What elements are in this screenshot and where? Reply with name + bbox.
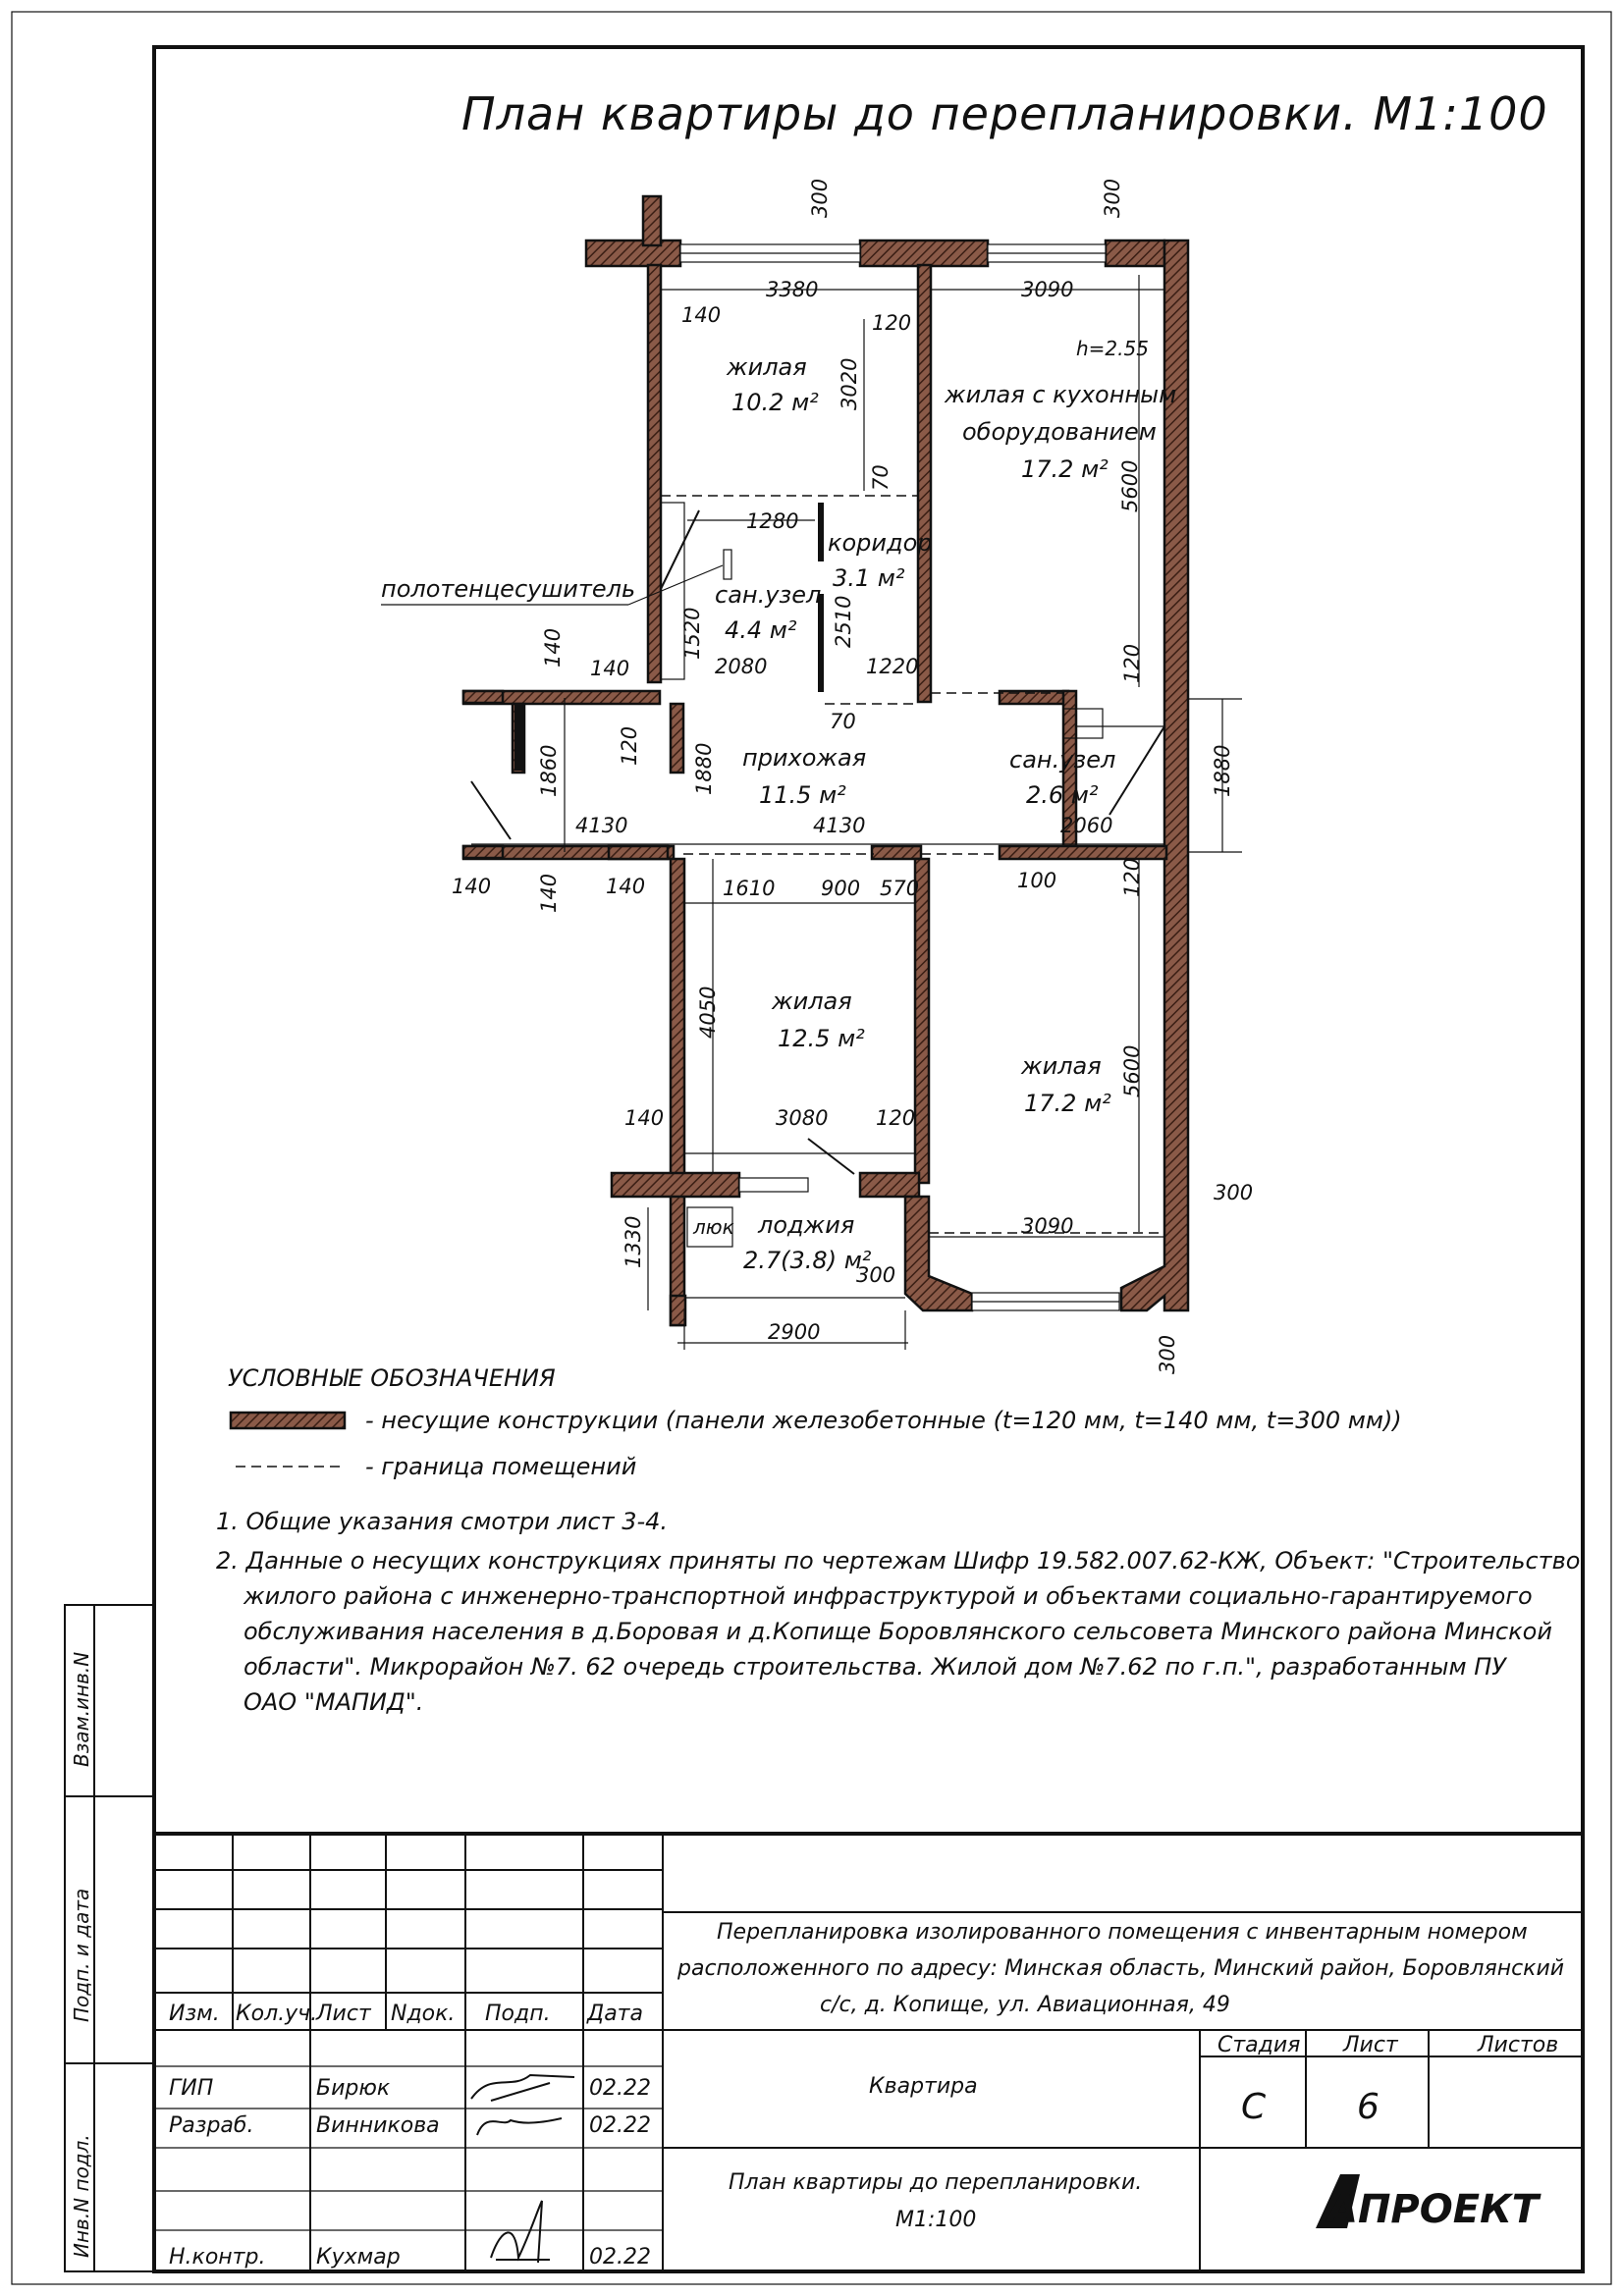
wall-top-left (586, 240, 680, 266)
wall-left-lower (671, 859, 684, 1325)
wall-top-right (1106, 240, 1164, 266)
stamp-header: Изм. (169, 2002, 220, 2026)
wall-hall-bottom-mid (872, 846, 921, 859)
dim: 3020 (838, 357, 861, 410)
wall-mid-lower (915, 859, 929, 1183)
dim: 140 (452, 875, 492, 898)
dim: 100 (1017, 869, 1057, 892)
room-name-line2: оборудованием (962, 418, 1157, 446)
legend-heading: УСЛОВНЫЕ ОБОЗНАЧЕНИЯ (228, 1364, 556, 1392)
dim: 2060 (1060, 814, 1113, 837)
stamp-header: Nдок. (391, 2002, 456, 2026)
stamp-header: Подп. (485, 2002, 551, 2026)
stage-value: С (1241, 2087, 1268, 2127)
dim: 70 (830, 710, 856, 733)
sheets-label: Листов (1478, 2033, 1559, 2057)
signature (491, 2201, 550, 2263)
project-line: с/с, д. Копище, ул. Авиационная, 49 (820, 1993, 1230, 2017)
dim: 1220 (866, 655, 919, 678)
wall-hall-bottom-right (1000, 846, 1166, 859)
room-area: 17.2 м² (1024, 1090, 1111, 1117)
wall-hall-bottom-left2 (609, 846, 668, 859)
dim: 120 (876, 1106, 916, 1130)
room-labels (381, 337, 1176, 1274)
note-line: обслуживания населения в д.Боровая и д.Копище Боровлянского сельсовета Минского района Минской (243, 1618, 1552, 1645)
dim: 3090 (1021, 1214, 1074, 1238)
dim: 1330 (622, 1215, 645, 1268)
dim: 4130 (575, 814, 628, 837)
stamp-role: ГИП (169, 2076, 214, 2101)
room-name: сан.узел (715, 581, 822, 609)
dim: 3380 (766, 278, 819, 301)
legend-bearing-text: - несущие конструкции (панели железобетонные (t=120 мм, t=140 мм, t=300 мм)) (365, 1407, 1402, 1434)
signature (471, 2075, 574, 2101)
wall-loggia-left (612, 1173, 739, 1197)
note-line: ОАО "МАПИД". (243, 1688, 424, 1716)
room-name: коридор (828, 529, 933, 557)
room-name: жилая (772, 988, 852, 1015)
dim: 3080 (776, 1106, 829, 1130)
dim: 3090 (1021, 278, 1074, 301)
page-title: План квартиры до перепланировки. М1:100 (461, 87, 1548, 140)
stamp-role: Разраб. (169, 2113, 254, 2138)
dim: 120 (872, 311, 912, 335)
room-area: 12.5 м² (778, 1025, 865, 1052)
dim: 4130 (813, 814, 866, 837)
dim: 570 (880, 877, 920, 900)
dim: 120 (1120, 643, 1144, 683)
hatch-label: люк (693, 1215, 734, 1239)
dim: 900 (821, 877, 861, 900)
note-line: жилого района с инженерно-транспортной инфраструктурой и объектами социально-гарантируемого (243, 1582, 1533, 1610)
dim: 5600 (1120, 1044, 1144, 1097)
room-name: лоджия (758, 1211, 855, 1239)
dim: 5600 (1118, 459, 1142, 512)
note-line: 1. Общие указания смотри лист 3-4. (216, 1508, 669, 1535)
dim: 1280 (746, 509, 799, 533)
legend-wall-swatch (231, 1413, 345, 1428)
project-line: Перепланировка изолированного помещения с инвентарным номером (717, 1920, 1528, 1945)
legend-boundary-text: - граница помещений (365, 1453, 637, 1480)
side-label: Взам.инв.N (70, 1651, 93, 1767)
stamp-person: Кухмар (316, 2245, 401, 2269)
sheet-label: Лист (1343, 2033, 1398, 2057)
wall-mid-upper (918, 265, 931, 702)
notes (216, 1508, 1580, 1716)
stamp-person: Винникова (316, 2113, 440, 2138)
room-area: 4.4 м² (725, 616, 797, 644)
room-area: 2.6 м² (1026, 781, 1099, 809)
side-label: Подп. и дата (70, 1888, 93, 2022)
dim: 1880 (692, 742, 716, 795)
room-name: жилая (727, 353, 807, 381)
stage-label: Стадия (1217, 2033, 1301, 2057)
dim: 140 (606, 875, 646, 898)
sheet-value: 6 (1357, 2087, 1380, 2127)
dim: 140 (541, 627, 565, 667)
dim: 300 (1101, 178, 1124, 218)
hall-left-wall (463, 691, 503, 858)
room-area: 11.5 м² (759, 781, 846, 809)
dim: 140 (590, 657, 630, 680)
dim: 120 (1120, 857, 1144, 897)
room-area: 17.2 м² (1021, 455, 1109, 483)
room-name: прихожая (742, 744, 867, 772)
dim: 300 (808, 178, 832, 218)
dim: 300 (1214, 1181, 1254, 1204)
room-name: сан.узел (1009, 746, 1116, 774)
project-line: расположенного по адресу: Минская область, Минский район, Боровлянский (677, 1956, 1565, 1981)
towel-dryer-label: полотенцесушитель (381, 575, 636, 603)
company-logo: АПРОЕКТ (1327, 2187, 1540, 2232)
title-block (154, 1834, 1583, 2271)
stamp-person: Бирюк (316, 2076, 391, 2101)
room-area: 2.7(3.8) м² (743, 1247, 872, 1274)
dim: 1610 (723, 877, 776, 900)
wall-loggia-corner (905, 1197, 972, 1310)
room-area: 10.2 м² (731, 389, 819, 416)
side-label: Инв.N подл. (70, 2134, 93, 2258)
wall-left-upper (648, 265, 661, 682)
stamp-role: Н.контр. (169, 2245, 266, 2269)
object-name: Квартира (869, 2074, 978, 2099)
dim: 300 (856, 1263, 896, 1287)
stamp-header: Дата (587, 2002, 643, 2026)
room-name: жилая (1021, 1052, 1102, 1080)
wall-hall-stub (671, 704, 683, 773)
ceiling-height: h=2.55 (1076, 337, 1149, 360)
side-strip (65, 1605, 154, 2271)
chimney (643, 196, 661, 245)
dim: 1880 (1211, 744, 1234, 797)
room-name: жилая с кухонным (945, 381, 1177, 408)
signature (477, 2118, 562, 2135)
note-line: области". Микрорайон №7. 62 очередь строительства. Жилой дом №7.62 по г.п.", разработанным ПУ (243, 1653, 1506, 1681)
dim: 300 (1156, 1334, 1179, 1374)
dim: 1860 (537, 744, 561, 797)
dim: 2510 (832, 595, 855, 648)
dim: 70 (869, 464, 893, 491)
wall-loggia-base (671, 1296, 685, 1325)
dim: 140 (624, 1106, 665, 1130)
room-area: 3.1 м² (833, 564, 905, 592)
legend (228, 1364, 1402, 1480)
stamp-header: Лист (316, 2002, 371, 2026)
dim: 1520 (680, 607, 704, 660)
stamp-date: 02.22 (589, 2076, 651, 2101)
dim: 140 (681, 303, 722, 327)
dim: 2900 (768, 1320, 821, 1344)
stamp-date: 02.22 (589, 2245, 651, 2269)
stamp-date: 02.22 (589, 2113, 651, 2138)
dim: 2080 (715, 655, 768, 678)
wall-top-mid (860, 240, 988, 266)
note-line: 2. Данные о несущих конструкциях приняты по чертежам Шифр 19.582.007.62-КЖ, Объект: "Строительство (216, 1547, 1581, 1575)
sheet-title-line: М1:100 (895, 2208, 977, 2232)
dim: 120 (618, 725, 641, 766)
wall-loggia-right (860, 1173, 919, 1197)
sheet-title-line: План квартиры до перепланировки. (729, 2170, 1143, 2195)
dim: 4050 (696, 986, 720, 1039)
dim: 140 (537, 873, 561, 913)
stamp-header: Кол.уч. (236, 2002, 318, 2026)
